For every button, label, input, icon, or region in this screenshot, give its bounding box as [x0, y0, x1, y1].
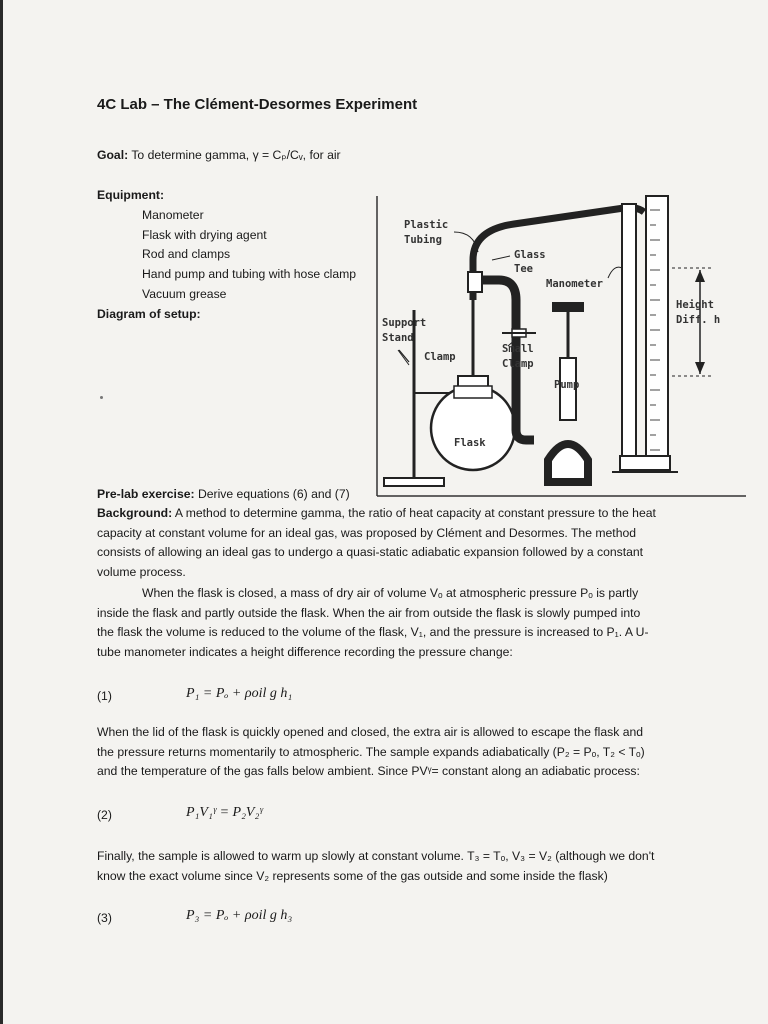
paragraph-line: When the lid of the flask is quickly opened and closed, the extra air is allowed to escape the flask and — [97, 725, 644, 739]
paragraph-line: and the temperature of the gas falls below ambient. Since PVᵞ= constant along an adiabatic process: — [97, 764, 640, 779]
label-tee: Tee — [514, 263, 533, 275]
stand-base — [384, 478, 444, 486]
label-small-clamp: Clamp — [502, 358, 534, 370]
setup-diagram — [374, 190, 750, 500]
background-line: A method to determine gamma, the ratio of heat capacity at constant pressure to the heat — [174, 506, 656, 520]
label-diff: Diff. h — [676, 314, 721, 326]
paragraph-line: the flask the volume is reduced to the volume of the flask, V₁, and the pressure is increased to P₁. A U- — [97, 625, 649, 640]
equipment-item: Manometer — [142, 208, 204, 222]
goal-line — [97, 146, 341, 166]
equipment-list — [142, 206, 356, 305]
pump-handle — [552, 302, 584, 312]
label-small: Small — [502, 343, 534, 355]
glass-tee — [468, 272, 482, 292]
equipment-item: Flask with drying agent — [142, 227, 267, 242]
equipment-item: Vacuum grease — [142, 286, 227, 301]
paragraph-line: inside the flask and partly outside the flask. When the air from outside the flask is slowly pumped into — [97, 605, 641, 620]
goal-text: To determine gamma, γ = Cₚ/Cᵥ, for air — [131, 148, 341, 162]
label-manometer: Manometer — [546, 278, 603, 290]
equipment-item: Hand pump and tubing with hose clamp — [142, 267, 357, 282]
background-paragraph — [97, 504, 717, 583]
prelab-text: Derive equations (6) and (7) — [197, 487, 350, 501]
paragraph-line: know the exact volume since V₂ represents some of the gas outside and some inside the flask) — [97, 868, 608, 883]
equation-1: P₁ = Pₒ + ρoil g h₁ — [186, 686, 293, 701]
background-label: Background: — [97, 506, 173, 520]
paragraph-4 — [97, 847, 717, 886]
pump-base — [548, 444, 588, 482]
paragraph-2 — [97, 584, 717, 663]
label-stand: Stand — [382, 332, 414, 344]
background-line: capacity at constant volume for an ideal gas, was proposed by Clément and Desormes. The method — [97, 525, 637, 540]
paragraph-3 — [97, 723, 717, 782]
stray-mark — [100, 396, 103, 399]
paragraph-line: Finally, the sample is allowed to warm up slowly at constant volume. T₃ = Tₒ, V₃ = V₂ (although we don't — [97, 849, 655, 863]
equipment-item: Rod and clamps — [142, 247, 231, 262]
paragraph-line: tube manometer indicates a height difference recording the pressure change: — [97, 645, 513, 660]
label-pump: Pump — [554, 379, 580, 391]
prelab-label: Pre-lab exercise: — [97, 487, 195, 501]
equipment-label: Equipment: — [97, 188, 165, 202]
label-plastic: Plastic — [404, 219, 449, 231]
page-edge-shadow — [0, 0, 3, 1024]
equation-2: P₁V₁ᵞ = P₂V₂ᵞ — [186, 805, 263, 820]
label-support: Support — [382, 317, 427, 329]
label-clamp: Clamp — [424, 351, 456, 363]
label-flask: Flask — [454, 437, 486, 449]
manometer-scale — [646, 196, 668, 472]
background-line: volume process. — [97, 565, 186, 580]
paragraph-line: the pressure returns momentarily to atmospheric. The sample expands adiabatically (P₂ = Pₒ, T₂ < Tₒ) — [97, 744, 645, 759]
background-line: consists of allowing an ideal gas to undergo a quasi-static adiabatic expansion followed by a constant — [97, 545, 644, 560]
label-height: Height — [676, 299, 714, 311]
equation-1-number: (1) — [97, 689, 112, 703]
equation-2-number: (2) — [97, 808, 112, 822]
goal-label: Goal: — [97, 148, 129, 162]
equation-3: P₃ = Pₒ + ρoil g h₃ — [186, 908, 293, 923]
paragraph-line: When the flask is closed, a mass of dry air of volume Vₒ at atmospheric pressure Pₒ is partly — [142, 586, 639, 600]
equation-3-number: (3) — [97, 911, 112, 925]
page-title: 4C Lab – The Clément-Desormes Experiment — [97, 96, 418, 113]
diagram-label: Diagram of setup: — [97, 307, 201, 321]
prelab-line — [97, 485, 350, 505]
label-tubing: Tubing — [404, 234, 442, 246]
label-glass: Glass — [514, 249, 546, 261]
